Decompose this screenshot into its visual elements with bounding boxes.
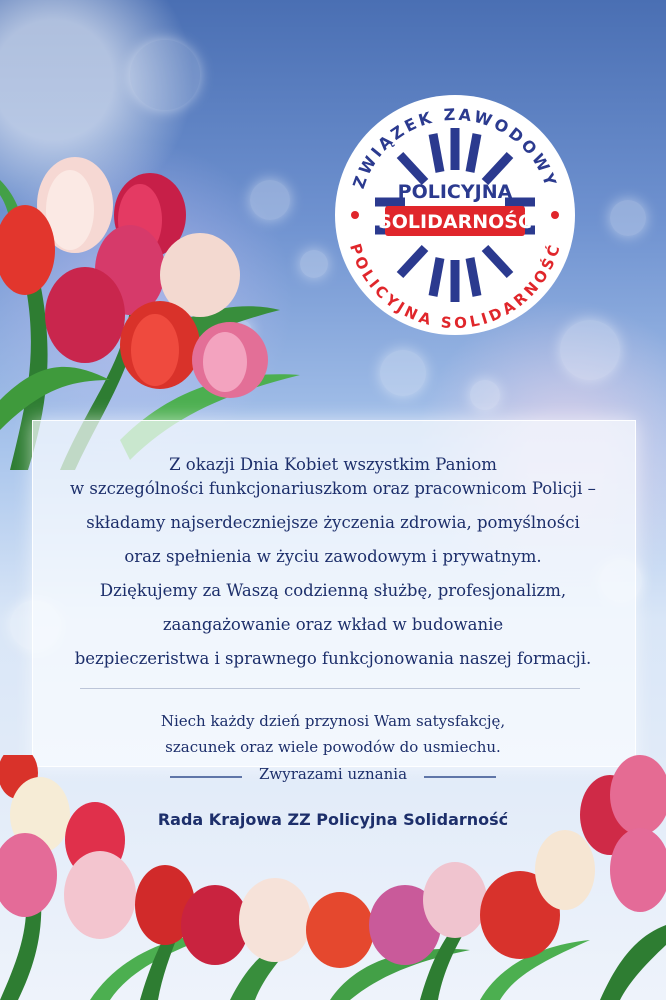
message-line: oraz spełnienia w życiu zawodowym i prywatnym. — [124, 547, 542, 566]
tulip-row-bottom — [0, 755, 666, 1000]
bokeh-light — [130, 40, 200, 110]
message-line: w szczególności funkcjonariuszkom oraz pracownicom Policji – — [70, 479, 596, 498]
signature: Rada Krajowa ZZ Policyjna Solidarność — [157, 810, 509, 829]
closing-text: Zwyrazami uznania — [258, 765, 408, 783]
wishes-line: szacunek oraz wiele powodów do usmiechu. — [165, 738, 501, 756]
message-line: zaangażowanie oraz wkład w budowanie — [162, 615, 504, 634]
logo-outer-bottom-text: POLICYJNA SOLIDARNOŚĆ — [345, 241, 565, 333]
bokeh-light — [470, 380, 500, 410]
bokeh-light — [610, 200, 646, 236]
logo-center-line-2: SOLIDARNOŚĆ — [378, 211, 532, 233]
bokeh-light — [380, 350, 426, 396]
logo-outer-top-text: ZWIĄZEK ZAWODOWY — [349, 104, 561, 192]
message-line: Dziękujemy za Waszą codzienną służbę, profesjonalizm, — [99, 581, 567, 600]
message-line: składamy najserdeczniejsze życzenia zdrowia, pomyślności — [86, 513, 580, 532]
logo-center-line-1: POLICYJNA — [397, 181, 513, 203]
main-message — [0, 448, 666, 676]
panel-divider — [80, 688, 580, 689]
message-line: bezpieczeristwa i sprawnego funkcjonowania naszej formacji. — [74, 649, 592, 668]
wishes-message — [0, 708, 666, 760]
message-line: Z okazji Dnia Kobiet wszystkim Paniom — [169, 455, 497, 474]
union-logo — [330, 90, 580, 340]
wishes-line: Niech każdy dzień przynosi Wam satysfakcję, — [160, 712, 506, 730]
